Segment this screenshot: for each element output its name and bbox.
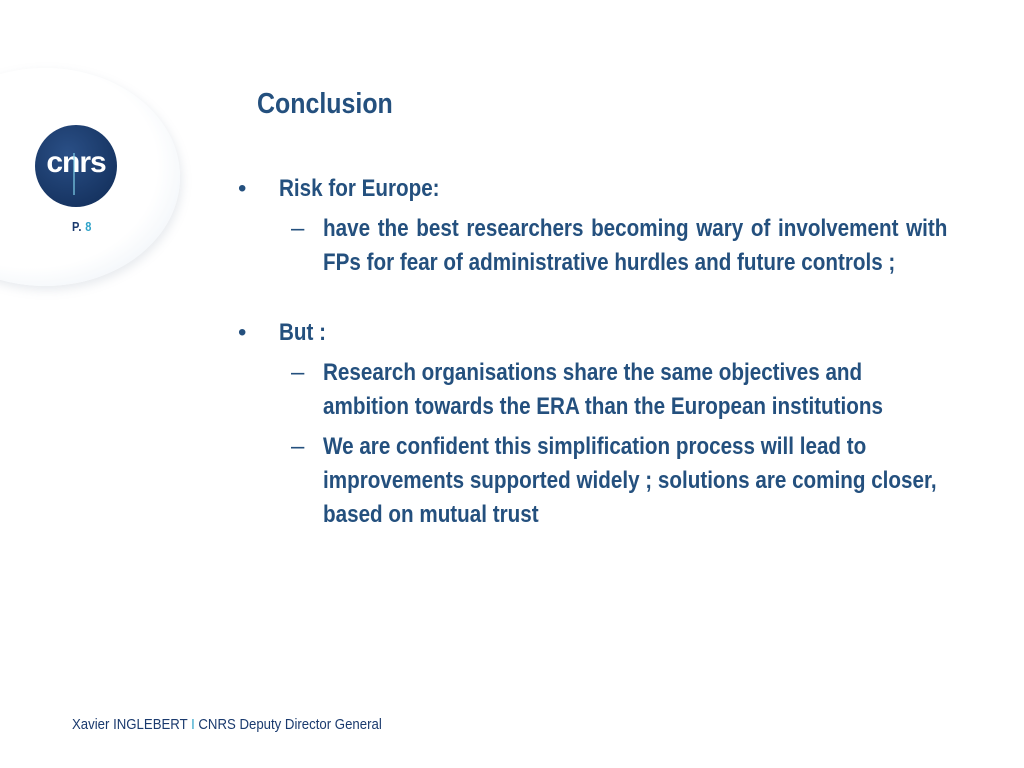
subitem-text: We are confident this simplification process will lead to improvements supported widely ; solutions are coming closer, based on mutual trust <box>323 433 937 528</box>
slide-title: Conclusion <box>257 88 393 120</box>
slide-content <box>236 172 948 532</box>
page-number <box>72 219 92 234</box>
page-label: P. <box>72 219 82 234</box>
footer-separator: I <box>191 716 195 733</box>
dash-mark: – <box>291 359 305 386</box>
footer-author: Xavier INGLEBERT <box>72 716 188 733</box>
bullet-mark: • <box>238 319 247 346</box>
bullet-mark: • <box>238 175 247 202</box>
subitem-text: have the best researchers becoming wary of involvement with FPs for fear of administrative hurdles and future controls ; <box>323 215 948 276</box>
bullet-label: But : <box>279 319 327 346</box>
bullet-risk <box>236 172 948 206</box>
footer <box>72 716 382 733</box>
subitem-text: Research organisations share the same objectives and ambition towards the ERA than the European institutions <box>323 359 883 420</box>
footer-role: CNRS Deputy Director General <box>198 716 382 733</box>
dash-mark: – <box>291 433 305 460</box>
page-number-value: 8 <box>85 219 92 234</box>
dash-mark: – <box>291 215 305 242</box>
bullet-but <box>236 316 948 350</box>
spacer <box>236 280 948 316</box>
subitem <box>236 212 948 280</box>
subitem <box>236 356 948 424</box>
cnrs-logo <box>33 123 119 209</box>
svg-text:cnrs: cnrs <box>46 146 106 179</box>
bullet-label: Risk for Europe: <box>279 175 440 202</box>
subitem <box>236 430 948 532</box>
